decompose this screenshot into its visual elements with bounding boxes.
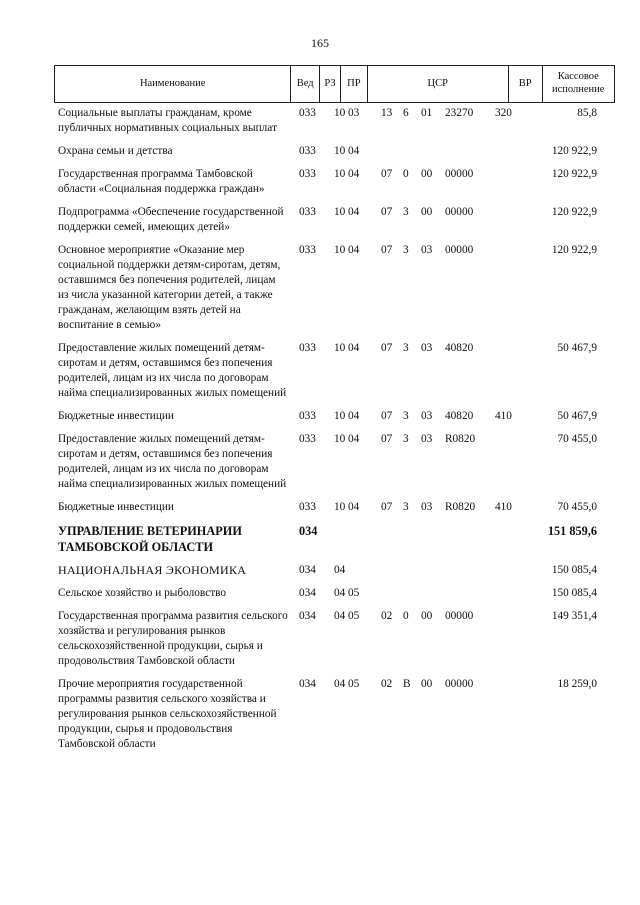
row-c3: 00: [421, 168, 433, 180]
row-rz: 10: [334, 168, 346, 180]
row-amount: 70 455,0: [557, 433, 597, 445]
row-amount: 70 455,0: [557, 501, 597, 513]
table-row: [54, 677, 615, 752]
row-pr: 03: [348, 107, 360, 119]
row-rz: 10: [334, 501, 346, 513]
row-name: Социальные выплаты гражданам, кроме публичных нормативных социальных выплат: [58, 107, 277, 134]
row-pr: 05: [348, 587, 360, 599]
row-ved: 033: [299, 244, 316, 256]
row-rz: 10: [334, 342, 346, 354]
table-row: [54, 167, 615, 197]
table-row: [54, 205, 615, 235]
table-header: [54, 65, 615, 103]
row-ved: 033: [299, 168, 316, 180]
table-row: [54, 586, 615, 601]
row-c3: 01: [421, 107, 433, 119]
row-ved: 033: [299, 433, 316, 445]
row-pr: 05: [348, 610, 360, 622]
row-c4: 00000: [445, 168, 474, 180]
page-number: 165: [311, 36, 329, 50]
table-row: [54, 609, 615, 669]
row-pr: 04: [348, 244, 360, 256]
row-c4: 00000: [445, 244, 474, 256]
row-name: Государственная программа развития сельского хозяйства и регулирования рынков сельскохозяйственной продукции, сырья и продовольствия Тамбовской области: [58, 610, 288, 667]
row-c2: 3: [403, 206, 409, 218]
row-c4: 40820: [445, 410, 474, 422]
row-c4: R0820: [445, 433, 476, 445]
row-vr: 410: [495, 501, 512, 513]
row-rz: 10: [334, 107, 346, 119]
row-vr: 410: [495, 410, 512, 422]
table-row: [54, 106, 615, 136]
row-c2: 0: [403, 610, 409, 622]
row-c1: 07: [381, 342, 393, 354]
row-amount: 18 259,0: [557, 678, 597, 690]
row-pr: 04: [348, 168, 360, 180]
row-c1: 07: [381, 433, 393, 445]
row-pr: 04: [348, 433, 360, 445]
row-rz: 10: [334, 410, 346, 422]
row-c1: 13: [381, 107, 393, 119]
row-name: Основное мероприятие «Оказание мер социальной поддержки детям-сиротам, детям, оставшимся без попечения родителей, лицам из числа указанной категории детей, а также гражданам, желающим взять детей на воспитание в семью»: [58, 244, 281, 331]
row-c1: 07: [381, 206, 393, 218]
row-amount: 50 467,9: [557, 342, 597, 354]
row-c4: 23270: [445, 107, 474, 119]
row-rz: 10: [334, 145, 346, 157]
row-amount: 120 922,9: [551, 244, 597, 256]
row-c3: 03: [421, 410, 433, 422]
row-rz: 04: [334, 678, 346, 690]
row-c4: 40820: [445, 342, 474, 354]
row-c3: 00: [421, 610, 433, 622]
table-row: [54, 243, 615, 333]
row-ved: 034: [299, 564, 316, 576]
table-row: [54, 144, 615, 159]
row-amount: 120 922,9: [551, 206, 597, 218]
row-vr: 320: [495, 107, 512, 119]
row-c2: 3: [403, 433, 409, 445]
table-row: [54, 409, 615, 424]
row-name: Предоставление жилых помещений детям-сиротам и детям, оставшимся без попечения родителей, лицам из их числа по договорам найма специализированных жилых помещений: [58, 342, 287, 399]
row-c2: 3: [403, 342, 409, 354]
row-name: УПРАВЛЕНИЕ ВЕТЕРИНАРИИ ТАМБОВСКОЙ ОБЛАСТИ: [58, 524, 242, 554]
row-c3: 03: [421, 433, 433, 445]
row-ved: 034: [299, 524, 318, 538]
row-c1: 07: [381, 410, 393, 422]
row-pr: 04: [348, 410, 360, 422]
row-ved: 034: [299, 678, 316, 690]
header-csr: ЦСР: [367, 66, 508, 102]
table-row: [54, 523, 615, 555]
row-amount: 85,8: [577, 107, 597, 119]
row-amount: 120 922,9: [551, 168, 597, 180]
row-c2: 6: [403, 107, 409, 119]
row-name: Прочие мероприятия государственной программы развития сельского хозяйства и регулирования рынков сельскохозяйственной продукции, сырья и продовольствия Тамбовской области: [58, 678, 277, 750]
row-c3: 00: [421, 678, 433, 690]
row-c1: 02: [381, 610, 393, 622]
row-name: Бюджетные инвестиции: [58, 410, 174, 422]
table-body: [54, 106, 615, 760]
row-ved: 033: [299, 410, 316, 422]
row-c4: 00000: [445, 610, 474, 622]
row-c2: 3: [403, 501, 409, 513]
row-rz: 04: [334, 587, 346, 599]
header-ved: Вед: [290, 66, 319, 102]
row-amount: 150 085,4: [551, 564, 597, 576]
row-c1: 07: [381, 244, 393, 256]
row-ved: 034: [299, 610, 316, 622]
table-row: [54, 500, 615, 515]
header-vr: ВР: [508, 66, 542, 102]
row-amount: 149 351,4: [551, 610, 597, 622]
row-name: Сельское хозяйство и рыболовство: [58, 587, 227, 599]
row-c4: 00000: [445, 678, 474, 690]
table-row: [54, 432, 615, 492]
table-row: [54, 563, 615, 578]
row-amount: 120 922,9: [551, 145, 597, 157]
row-c1: 07: [381, 501, 393, 513]
row-pr: 05: [348, 678, 360, 690]
row-c2: В: [403, 678, 411, 690]
row-amount: 50 467,9: [557, 410, 597, 422]
row-amount: 150 085,4: [551, 587, 597, 599]
row-pr: 04: [348, 145, 360, 157]
row-rz: 04: [334, 610, 346, 622]
row-name: Бюджетные инвестиции: [58, 501, 174, 513]
row-name: НАЦИОНАЛЬНАЯ ЭКОНОМИКА: [58, 563, 247, 577]
row-c2: 0: [403, 168, 409, 180]
row-c4: 00000: [445, 206, 474, 218]
row-rz: 10: [334, 206, 346, 218]
row-ved: 033: [299, 342, 316, 354]
row-name: Подпрограмма «Обеспечение государственной поддержки семей, имеющих детей»: [58, 206, 284, 233]
row-c3: 03: [421, 244, 433, 256]
row-ved: 033: [299, 107, 316, 119]
header-amount: Кассовое исполнение: [542, 66, 615, 102]
header-name: Наименование: [54, 66, 290, 102]
row-ved: 033: [299, 501, 316, 513]
row-rz: 04: [334, 564, 346, 576]
row-pr: 04: [348, 501, 360, 513]
row-pr: 04: [348, 342, 360, 354]
row-pr: 04: [348, 206, 360, 218]
row-ved: 033: [299, 145, 316, 157]
row-name: Государственная программа Тамбовской области «Социальная поддержка граждан»: [58, 168, 265, 195]
row-c4: R0820: [445, 501, 476, 513]
row-c1: 02: [381, 678, 393, 690]
row-amount: 151 859,6: [547, 524, 597, 538]
row-c3: 03: [421, 342, 433, 354]
row-c2: 3: [403, 244, 409, 256]
row-c1: 07: [381, 168, 393, 180]
table-row: [54, 341, 615, 401]
row-ved: 034: [299, 587, 316, 599]
row-ved: 033: [299, 206, 316, 218]
row-rz: 10: [334, 244, 346, 256]
row-rz: 10: [334, 433, 346, 445]
row-c3: 00: [421, 206, 433, 218]
row-c2: 3: [403, 410, 409, 422]
header-rz: РЗ: [319, 66, 340, 102]
row-name: Предоставление жилых помещений детям-сиротам и детям, оставшимся без попечения родителей, лицам из их числа по договорам найма специализированных жилых помещений: [58, 433, 287, 490]
row-c3: 03: [421, 501, 433, 513]
row-name: Охрана семьи и детства: [58, 145, 173, 157]
header-pr: ПР: [340, 66, 367, 102]
